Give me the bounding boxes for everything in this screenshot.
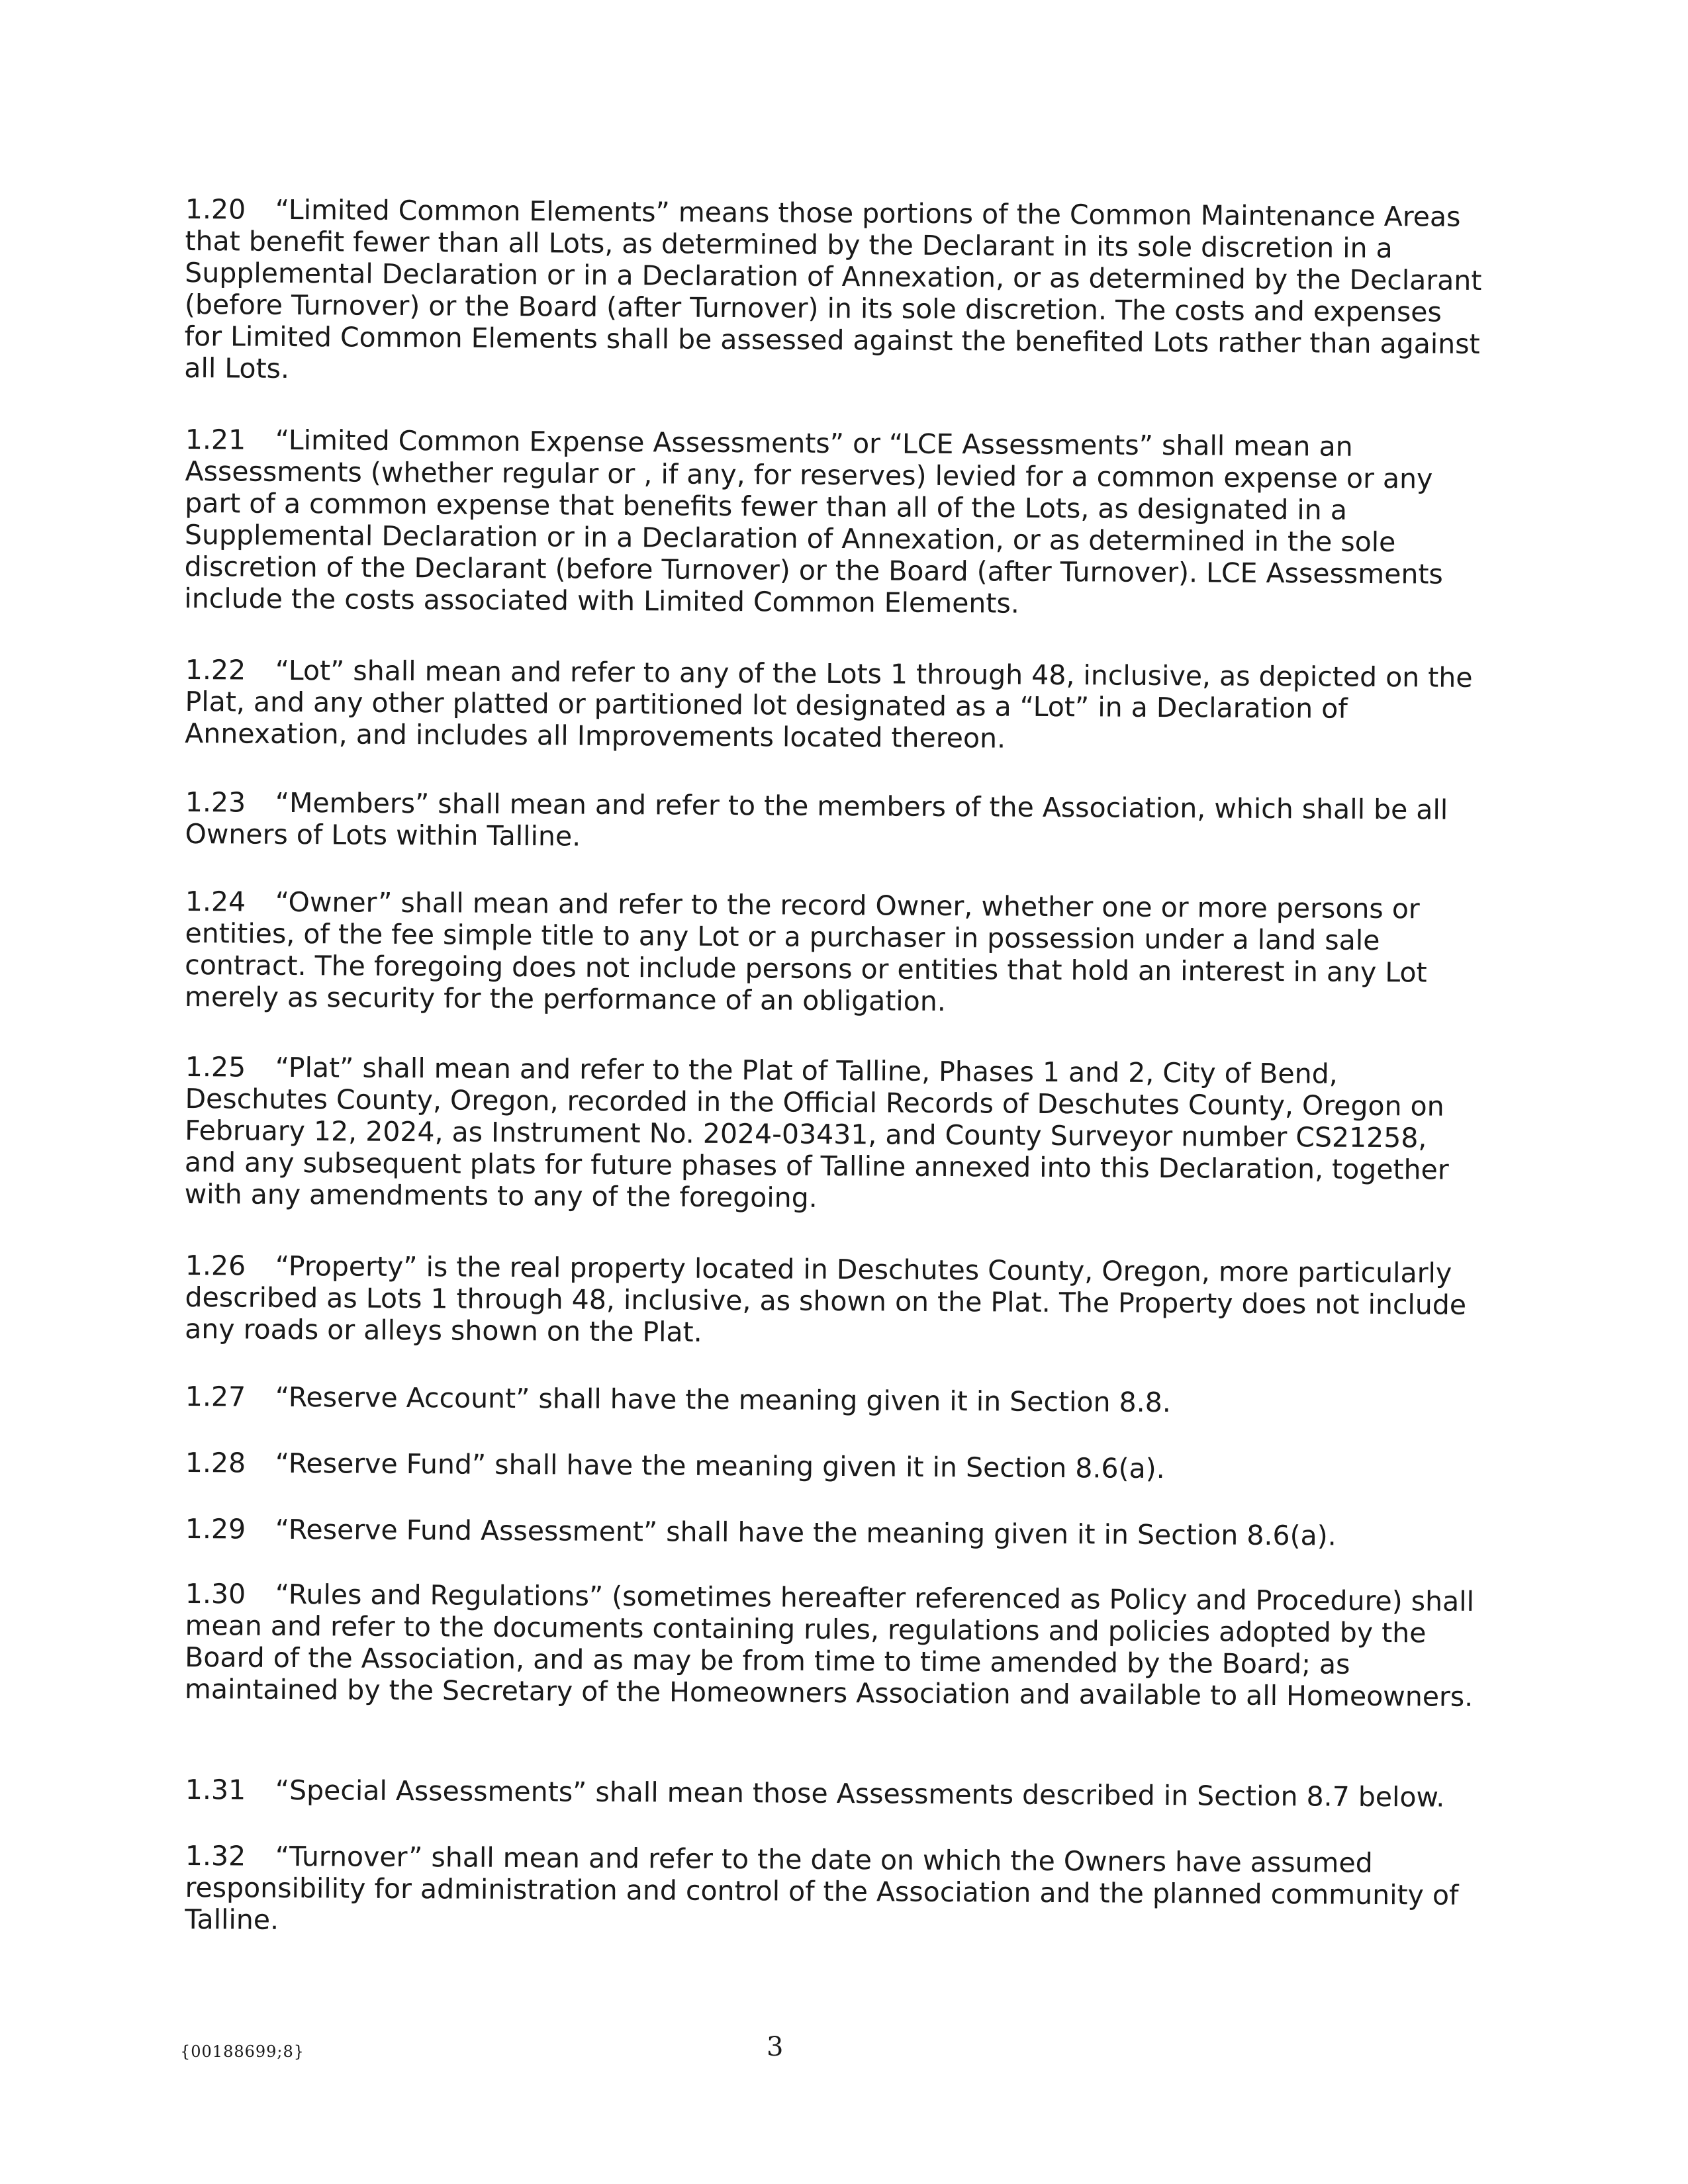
section-number: 1.21: [185, 424, 246, 456]
section-text: “Plat” shall mean and refer to the Plat of Talline, Phases 1 and 2, City of Bend, Deschutes County, Oregon, recorded in the Official Records of Deschutes County, Oregon on February 12, 2024, as Instrument No. 2024-03431, and County Surveyor number CS21258, and any subsequent plats for future phases of Talline annexed into this Declaration, together with any amendments to any of the foregoing.: [184, 1051, 1449, 1214]
section-1-26: [185, 1250, 1483, 1353]
section-1-28: [185, 1447, 1483, 1486]
section-number: 1.23: [185, 786, 246, 819]
section-1-24: [185, 886, 1483, 1021]
section-number: 1.26: [185, 1250, 246, 1282]
section-text: “Limited Common Expense Assessments” or “LCE Assessments” shall mean an Assessments (whether regular or , if any, for reserves) levied for a common expense or any part of a common expense that benefits fewer than all of the Lots, as designated in a Supplemental Declaration or in a Declaration of Annexation, or as determined in the sole discretion of the Declarant (before Turnover) or the Board (after Turnover). LCE Assessments include the costs associated with Limited Common Elements.: [184, 424, 1443, 619]
section-number: 1.32: [185, 1840, 246, 1872]
section-number: 1.22: [185, 654, 246, 686]
section-number: 1.27: [185, 1381, 246, 1413]
section-number: 1.30: [185, 1578, 246, 1610]
section-text: “Property” is the real property located in Deschutes County, Oregon, more particularly described as Lots 1 through 48, inclusive, as shown on the Plat. The Property does not include any roads or alleys shown on the Plat.: [185, 1250, 1467, 1348]
document-id: {00188699;8}: [180, 2042, 305, 2061]
section-1-20: [184, 193, 1483, 392]
page-number: 3: [767, 2032, 784, 2062]
section-1-21: [184, 424, 1483, 622]
section-1-30: [185, 1578, 1483, 1713]
section-1-23: [185, 786, 1483, 858]
section-number: 1.20: [185, 193, 246, 226]
section-1-27: [185, 1381, 1483, 1420]
section-text: “Reserve Fund Assessment” shall have the meaning given it in Section 8.6(a).: [275, 1513, 1336, 1552]
section-text: “Owner” shall mean and refer to the record Owner, whether one or more persons or entities, of the fee simple title to any Lot or a purchaser in possession under a land sale contract. The foregoing does not include persons or entities that hold an interest in any Lot merely as security for the performance of an obligation.: [184, 886, 1427, 1018]
section-text: “Lot” shall mean and refer to any of the Lots 1 through 48, inclusive, as depicted on the Plat, and any other platted or partitioned lot designated as a “Lot” in a Declaration of Annexation, and includes all Improvements located thereon.: [185, 654, 1473, 754]
section-1-22: [185, 654, 1483, 757]
section-number: 1.29: [185, 1513, 246, 1545]
section-number: 1.25: [185, 1051, 246, 1083]
section-text: “Reserve Fund” shall have the meaning given it in Section 8.6(a).: [275, 1447, 1165, 1485]
section-number: 1.28: [185, 1447, 246, 1479]
section-text: “Limited Common Elements” means those portions of the Common Maintenance Areas that benefit fewer than all Lots, as determined by the Declarant in its sole discretion in a Supplemental Declaration or in a Declaration of Annexation, or as determined by the Declarant (before Turnover) or the Board (after Turnover) in its sole discretion. The costs and expenses for Limited Common Elements shall be assessed against the benefited Lots rather than against all Lots.: [184, 193, 1482, 385]
section-text: “Members” shall mean and refer to the members of the Association, which shall be all Owners of Lots within Talline.: [185, 786, 1448, 852]
section-1-31: [185, 1774, 1483, 1813]
section-1-29: [185, 1513, 1483, 1553]
section-1-25: [185, 1051, 1483, 1218]
section-text: “Turnover” shall mean and refer to the date on which the Owners have assumed responsibility for administration and control of the Association and the planned community of Talline.: [185, 1840, 1459, 1936]
section-number: 1.24: [185, 886, 246, 918]
section-text: “Special Assessments” shall mean those Assessments described in Section 8.7 below.: [275, 1774, 1445, 1813]
section-number: 1.31: [185, 1774, 246, 1806]
section-1-32: [185, 1840, 1483, 1943]
section-text: “Reserve Account” shall have the meaning given it in Section 8.8.: [275, 1381, 1171, 1419]
section-text: “Rules and Regulations” (sometimes hereafter referenced as Policy and Procedure) shall mean and refer to the documents containing rules, regulations and policies adopted by the Board of the Association, and as may be from time to time amended by the Board; as maintained by the Secretary of the Homeowners Association and available to all Homeowners.: [184, 1578, 1475, 1713]
